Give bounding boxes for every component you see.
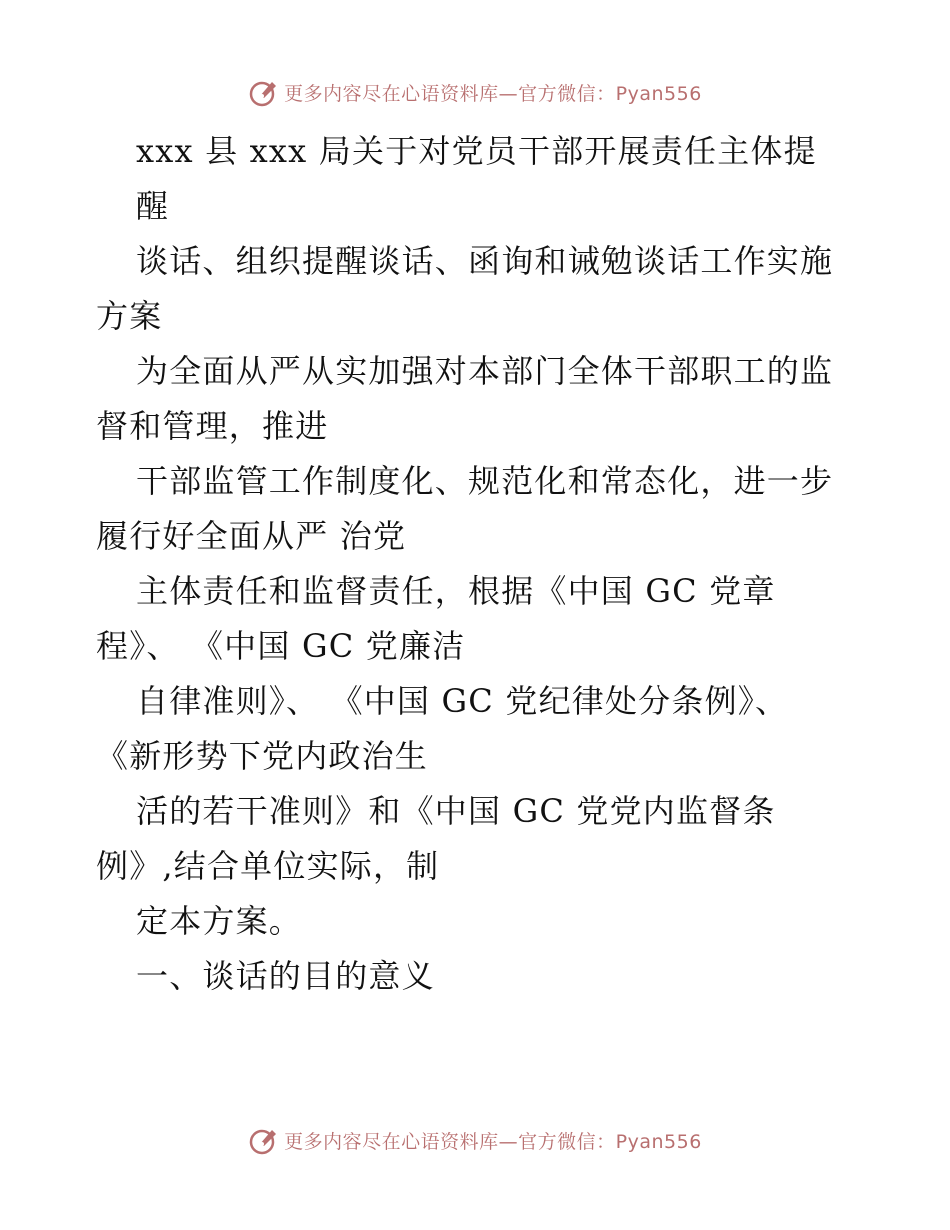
title-line-4: 方案 bbox=[96, 297, 163, 335]
paragraph-line: 主体责任和监督责任，根据《中国 GC 党章 bbox=[136, 572, 776, 610]
watermark-text: 更多内容尽在心语资料库—官方微信：Pyan556 bbox=[284, 82, 702, 105]
title-line-2: 醒 bbox=[136, 187, 170, 225]
title-line-3: 谈话、组织提醒谈话、函询和诫勉谈话工作实施 bbox=[136, 242, 834, 280]
document-body bbox=[96, 124, 856, 1004]
paragraph-line: 活的若干准则》和《中国 GC 党党内监督条 bbox=[136, 792, 776, 830]
paragraph-line: 定本方案。 bbox=[136, 902, 303, 940]
paragraph-line: 履行好全面从严 治党 bbox=[96, 517, 407, 555]
watermark-text: 更多内容尽在心语资料库—官方微信：Pyan556 bbox=[284, 1130, 702, 1153]
paragraph-line: 自律准则》、 《中国 GC 党纪律处分条例》、 bbox=[136, 682, 789, 720]
title-line-1: xxx 县 xxx 局关于对党员干部开展责任主体提 bbox=[136, 132, 817, 170]
pen-nib-logo-icon bbox=[248, 1124, 280, 1156]
footer-watermark bbox=[0, 1120, 950, 1160]
paragraph-line: 《新形势下党内政治生 bbox=[96, 737, 429, 775]
section-heading: 一、谈话的目的意义 bbox=[136, 957, 435, 995]
header-watermark bbox=[0, 72, 950, 112]
paragraph-line: 督和管理，推进 bbox=[96, 407, 329, 445]
paragraph-line: 为全面从严从实加强对本部门全体干部职工的监 bbox=[136, 352, 834, 390]
paragraph-line: 程》、 《中国 GC 党廉洁 bbox=[96, 627, 466, 665]
paragraph-line: 干部监管工作制度化、规范化和常态化，进一步 bbox=[136, 462, 834, 500]
pen-nib-logo-icon bbox=[248, 76, 280, 108]
paragraph-line: 例》,结合单位实际，制 bbox=[96, 847, 440, 885]
